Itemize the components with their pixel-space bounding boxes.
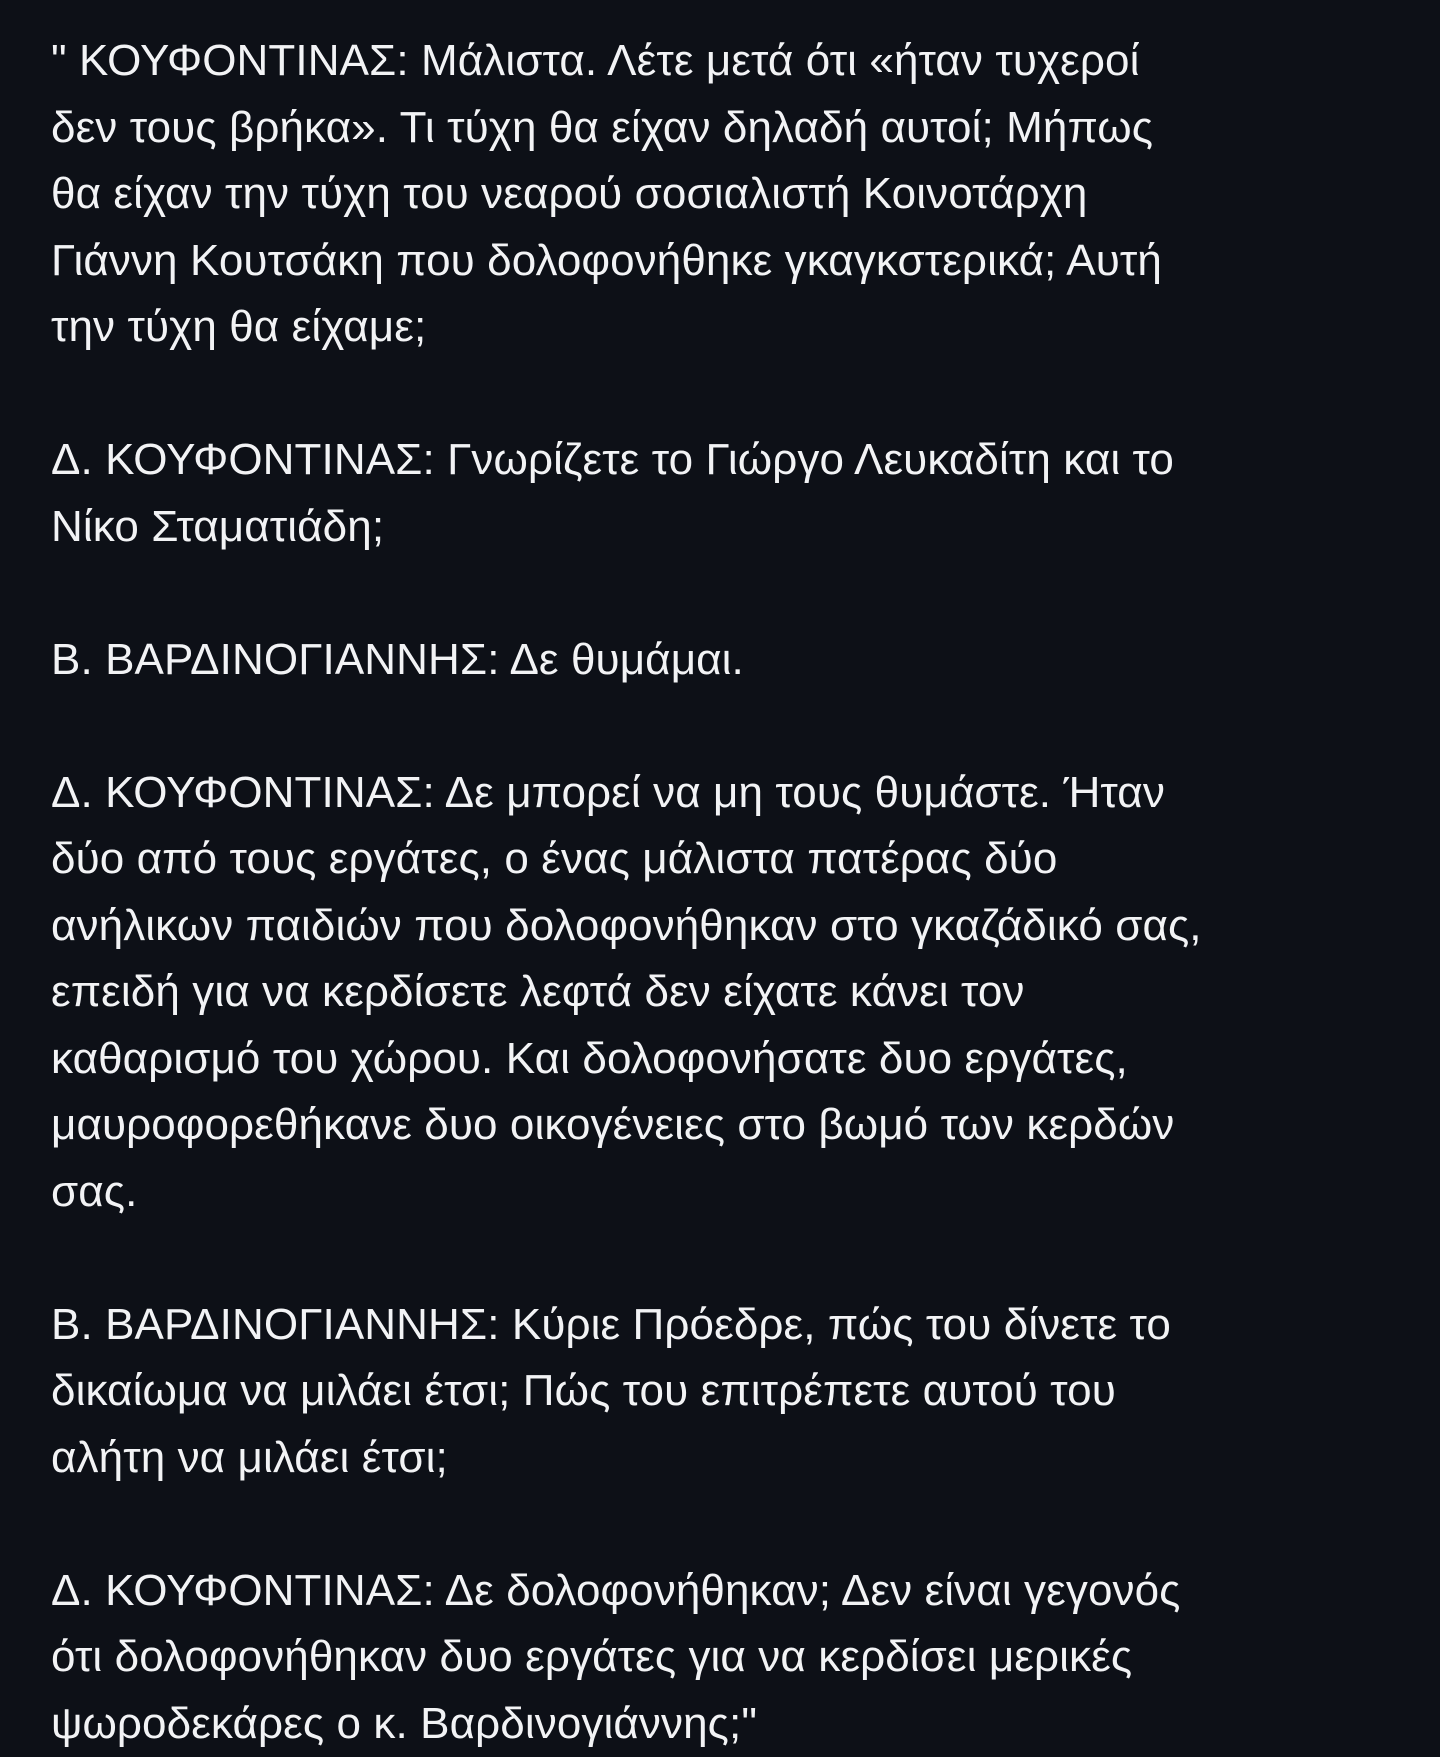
transcript-text [51,28,1401,1757]
paragraph-1: " ΚΟΥΦΟΝΤΙΝΑΣ: Μάλιστα. Λέτε μετά ότι «ήταν τυχεροί δεν τους βρήκα». Τι τύχη θα είχαν δηλαδή αυτοί; Μήπως θα είχαν την τύχη του νεαρού σοσιαλιστή Κοινοτάρχη Γιάννη Κουτσάκη που δολοφονήθηκε γκαγκστερικά; Αυτή την τύχη θα είχαμε; [51,28,1401,361]
paragraph-3: Β. ΒΑΡΔΙΝΟΓΙΑΝΝΗΣ: Δε θυμάμαι. [51,627,1401,694]
paragraph-6: Δ. ΚΟΥΦΟΝΤΙΝΑΣ: Δε δολοφονήθηκαν; Δεν είναι γεγονός ότι δολοφονήθηκαν δυο εργάτες για να κερδίσει μερικές ψωροδεκάρες ο κ. Βαρδινογιάννης;" [51,1558,1401,1757]
paragraph-4: Δ. ΚΟΥΦΟΝΤΙΝΑΣ: Δε μπορεί να μη τους θυμάστε. Ήταν δύο από τους εργάτες, ο ένας μάλιστα πατέρας δύο ανήλικων παιδιών που δολοφονήθηκαν στο γκαζάδικό σας, επειδή για να κερδίσετε λεφτά δεν είχατε κάνει τον καθαρισμό του χώρου. Και δολοφονήσατε δυο εργάτες, μαυροφορεθήκανε δυο οικογένειες στο βωμό των κερδών σας. [51,760,1401,1226]
paragraph-5: Β. ΒΑΡΔΙΝΟΓΙΑΝΝΗΣ: Κύριε Πρόεδρε, πώς του δίνετε το δικαίωμα να μιλάει έτσι; Πώς του επιτρέπετε αυτού του αλήτη να μιλάει έτσι; [51,1292,1401,1492]
paragraph-2: Δ. ΚΟΥΦΟΝΤΙΝΑΣ: Γνωρίζετε το Γιώργο Λευκαδίτη και το Νίκο Σταματιάδη; [51,427,1401,560]
